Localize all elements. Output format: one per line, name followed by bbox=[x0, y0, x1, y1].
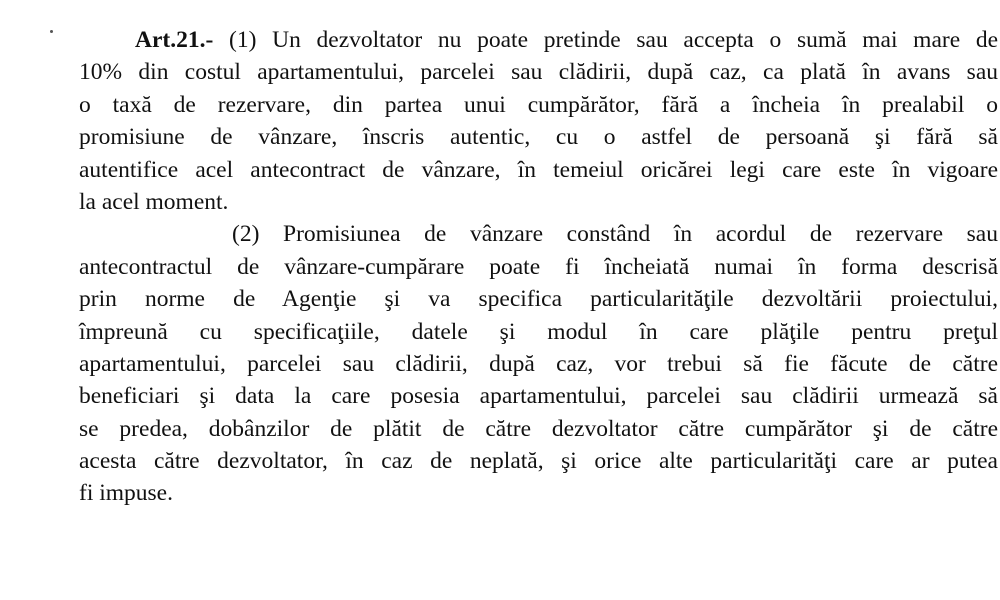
paragraph-1-text-1: Un dezvoltator nu poate pretinde sau accepta o sumă mai mare de bbox=[272, 27, 999, 53]
margin-dot-mark bbox=[50, 30, 53, 33]
paragraph-1-line-4: promisiune de vânzare, înscris autentic, cu o astfel de persoană şi fără să bbox=[79, 124, 998, 151]
paragraph-2-line-7: se predea, dobânzilor de plătit de către dezvoltator către cumpărător şi de către bbox=[79, 415, 998, 442]
paragraph-2-line-2: antecontractul de vânzare-cumpărare poate fi încheiată numai în forma descrisă bbox=[79, 253, 998, 280]
paragraph-1-line-1 bbox=[79, 24, 998, 56]
article-body bbox=[79, 24, 998, 510]
paragraph-2-line-5: apartamentului, parcelei sau clădirii, după caz, vor trebui să fie făcute de către bbox=[79, 350, 998, 377]
paragraph-2-line-6: beneficiari şi data la care posesia apartamentului, parcelei sau clădirii urmează să bbox=[79, 383, 998, 410]
paragraph-2-line-4: împreună cu specificaţiile, datele şi modul în care plăţile pentru preţul bbox=[79, 318, 998, 345]
paragraph-2-line-3: prin norme de Agenţie şi va specifica particularităţile dezvoltării proiectului, bbox=[79, 286, 998, 313]
paragraph-2-line-8: acesta către dezvoltator, în caz de neplată, şi orice alte particularităţi care ar putea bbox=[79, 448, 998, 475]
paragraph-2-line-1: (2) Promisiunea de vânzare constând în acordul de rezervare sau bbox=[232, 221, 998, 248]
paragraph-1-number: (1) bbox=[229, 27, 257, 53]
paragraph-1-line-5: autentifice acel antecontract de vânzare, în temeiul oricărei legi care este în vigoare bbox=[79, 156, 998, 183]
paragraph-1-line-6: la acel moment. bbox=[79, 188, 229, 215]
paragraph-1-line-3: o taxă de rezervare, din partea unui cumpărător, fără a încheia în prealabil o bbox=[79, 91, 998, 118]
article-label: Art.21.- bbox=[135, 27, 214, 53]
paragraph-2-line-9: fi impuse. bbox=[79, 480, 173, 507]
paragraph-1-line-2: 10% din costul apartamentului, parcelei sau clădirii, după caz, ca plată în avans sau bbox=[79, 59, 998, 86]
